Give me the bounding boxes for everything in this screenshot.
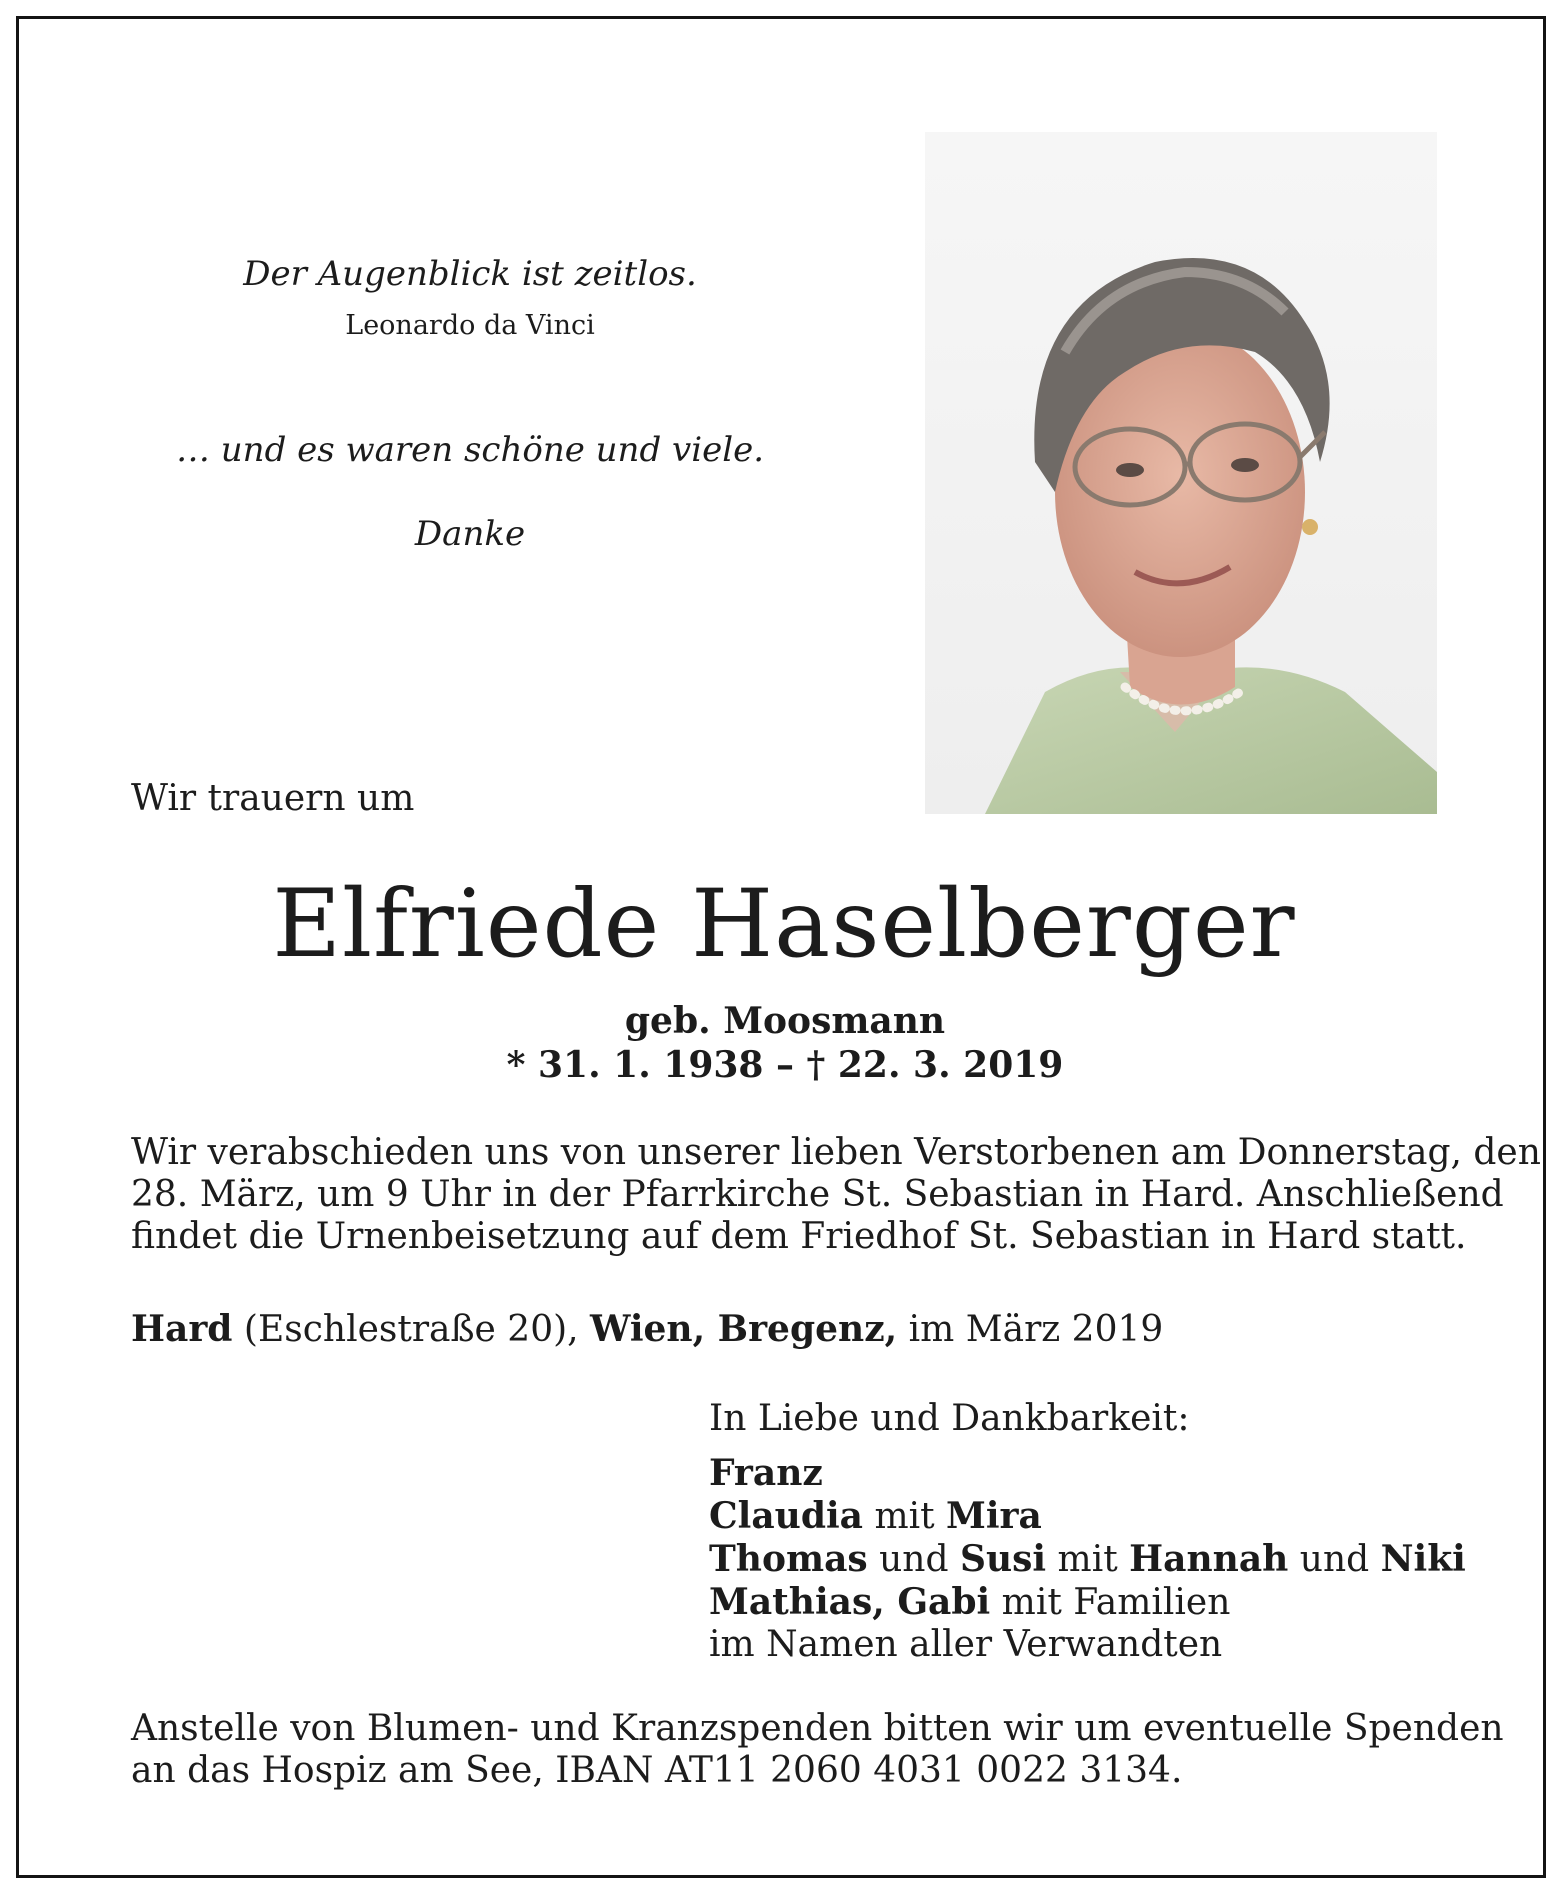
service-line: findet die Urnenbeisetzung auf dem Friedhof St. Sebastian in Hard statt. — [131, 1216, 1467, 1257]
family-niki: Niki — [1380, 1538, 1466, 1580]
life-dates: * 31. 1. 1938 – † 22. 3. 2019 — [506, 1044, 1064, 1086]
born-name: geb. Moosmann — [624, 1000, 946, 1042]
service-line: 28. März, um 9 Uhr in der Pfarrkirche St. Sebastian in Hard. Anschließend — [131, 1174, 1504, 1215]
intro-text: Wir trauern um — [131, 778, 415, 819]
family-claudia: Claudia — [709, 1495, 864, 1537]
deceased-name: Elfriede Haselberger — [272, 870, 1296, 979]
family-und: und — [867, 1539, 960, 1580]
family-relatives: im Namen aller Verwandten — [709, 1624, 1223, 1665]
family-mira: Mira — [946, 1495, 1042, 1537]
quote-author: Leonardo da Vinci — [345, 310, 595, 341]
family-franz: Franz — [709, 1452, 823, 1494]
family-mathias-gabi: Mathias, Gabi — [709, 1581, 991, 1623]
place-date-line — [131, 1308, 1163, 1351]
place-date: im März 2019 — [897, 1309, 1164, 1350]
service-text — [131, 1132, 1541, 1258]
quote-text: Der Augenblick ist zeitlos. — [243, 254, 697, 294]
family-line — [709, 1538, 1466, 1581]
donation-text — [131, 1708, 1504, 1792]
quote-line-3: Danke — [414, 514, 526, 554]
family-thomas: Thomas — [709, 1538, 868, 1580]
family-mit: mit — [1046, 1539, 1130, 1580]
quote-line-2: … und es waren schöne und viele. — [175, 430, 765, 470]
family-mit: mit — [863, 1496, 947, 1537]
family-hannah: Hannah — [1129, 1538, 1289, 1580]
family-block — [709, 1398, 1466, 1666]
donation-line: an das Hospiz am See, IBAN AT11 2060 4031 0022 3134. — [131, 1750, 1183, 1791]
family-line — [709, 1495, 1466, 1538]
family-line — [709, 1581, 1466, 1624]
family-heading: In Liebe und Dankbarkeit: — [709, 1398, 1190, 1439]
portrait-photo — [925, 132, 1437, 814]
family-und: und — [1288, 1539, 1381, 1580]
portrait-photo-icon — [925, 132, 1437, 814]
donation-line: Anstelle von Blumen- und Kranzspenden bitten wir um eventuelle Spenden — [131, 1708, 1504, 1749]
place-cities: Wien, Bregenz, — [590, 1308, 898, 1350]
family-line — [709, 1452, 1466, 1495]
family-mit-familien: mit Familien — [990, 1582, 1231, 1623]
place-address: (Eschlestraße 20), — [232, 1309, 591, 1350]
service-line: Wir verabschieden uns von unserer lieben Verstorbenen am Donnerstag, den — [131, 1132, 1541, 1173]
family-susi: Susi — [959, 1538, 1047, 1580]
place-hard: Hard — [131, 1308, 233, 1350]
